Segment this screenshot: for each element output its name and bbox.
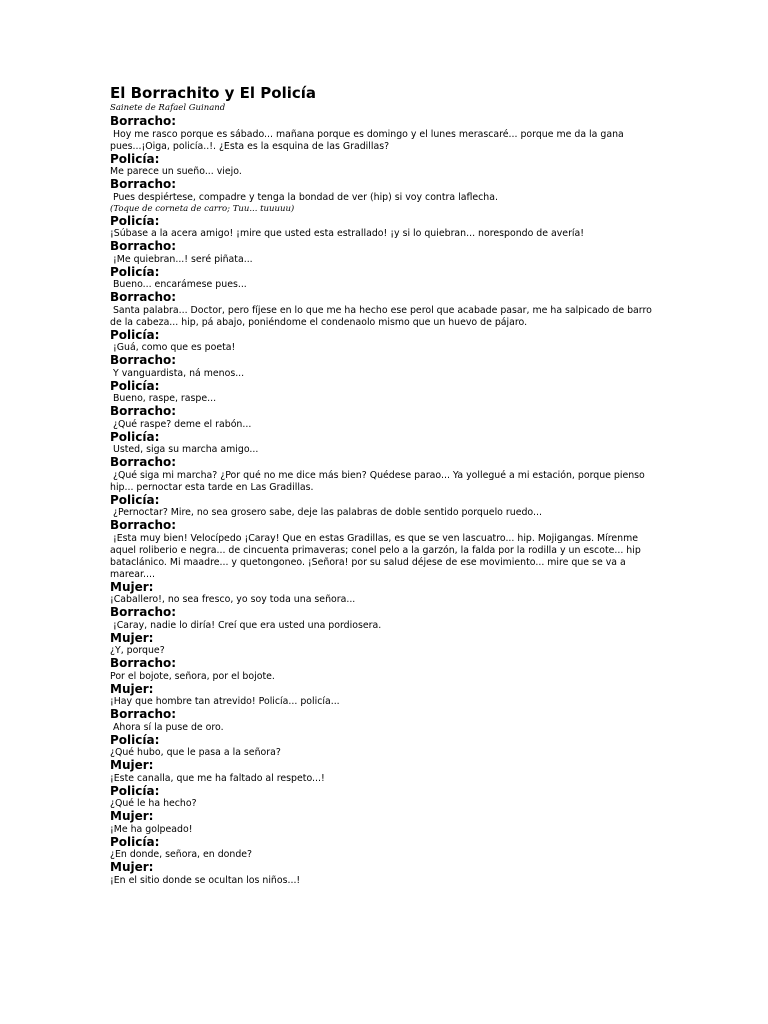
speaker-label: Policía: xyxy=(110,213,160,228)
speaker-label: Borracho: xyxy=(110,455,177,469)
dialogue-line: ¡En el sitio donde se ocultan los niños...! xyxy=(110,874,301,886)
dialogue-line: Por el bojote, señora, por el bojote. xyxy=(110,670,275,682)
dialogue-line: ¡Caballero!, no sea fresco, yo soy toda una señora... xyxy=(110,594,356,605)
speaker-label: Borracho: xyxy=(110,353,177,367)
speaker-label: Policía: xyxy=(110,378,160,393)
document-page xyxy=(110,84,658,887)
speaker-label: Borracho: xyxy=(110,605,177,619)
dialogue-line: Hoy me rasco porque es sábado... mañana porque es domingo y el lunes merascaré... porque me da la gana pues...¡Oiga, policía..!. ¿Esta es la esquina de las Gradillas? xyxy=(110,128,627,152)
dialogue-line: ¿Pernoctar? Mire, no sea grosero sabe, deje las palabras de doble sentido porquelo ruedo... xyxy=(110,507,542,518)
dialogue-line: Me parece un sueño... viejo. xyxy=(110,166,242,177)
dialogue-line: Pues despiértese, compadre y tenga la bondad de ver (hip) si voy contra laflecha. xyxy=(110,191,498,203)
speaker-label: Borracho: xyxy=(110,656,177,670)
speaker-label: Mujer: xyxy=(110,630,154,645)
speaker-label: Borracho: xyxy=(110,290,177,304)
speaker-label: Borracho: xyxy=(110,518,177,532)
dialogue-line: ¿En donde, señora, en donde? xyxy=(110,849,253,860)
speaker-label: Mujer: xyxy=(110,860,154,874)
speaker-label: Borracho: xyxy=(110,177,177,191)
dialogue-line: ¡Hay que hombre tan atrevido! Policía... policía... xyxy=(110,696,340,707)
speaker-label: Policía: xyxy=(110,783,160,798)
speaker-label: Mujer: xyxy=(110,809,154,823)
dialogue-line: ¡Súbase a la acera amigo! ¡mire que usted esta estrallado! ¡y si lo quiebran... norespondo de avería! xyxy=(110,228,585,239)
dialogue-line: Bueno... encarámese pues... xyxy=(110,279,247,290)
speaker-label: Policía: xyxy=(110,834,160,849)
speaker-label: Policía: xyxy=(110,429,160,444)
speaker-label: Mujer: xyxy=(110,681,154,696)
dialogue-line: ¡Esta muy bien! Velocípedo ¡Caray! Que en estas Gradillas, es que se ven lascuatro... hip. Mojigangas. Mírenme aquel roliberio e negra... de cincuenta primaveras; conel pelo a la garzón, la falda por la rodilla y un escote... hip bataclánico. Mi maadre... y quetongoneo. ¡Señora! por su salud déjese de ese movimiento... mire que se va a marear.... xyxy=(110,532,644,580)
speaker-label: Policía: xyxy=(110,492,160,507)
speaker-label: Mujer: xyxy=(110,579,154,594)
speaker-label: Mujer: xyxy=(110,758,154,772)
dialogue-line: ¿Qué hubo, que le pasa a la señora? xyxy=(110,747,281,758)
dialogue-line: ¿Qué raspe? deme el rabón... xyxy=(110,418,252,430)
dialogue-line: ¡Este canalla, que me ha faltado al respeto...! xyxy=(110,772,325,784)
speaker-label: Policía: xyxy=(110,732,160,747)
dialogue-list xyxy=(110,115,658,887)
dialogue-line: ¿Qué siga mi marcha? ¿Por qué no me dice más bien? Quédese parao... Ya yollegué a mi estación, porque pienso hip... pernoctar esta tarde en Las Gradillas. xyxy=(110,469,648,493)
document-subtitle: Sainete de Rafael Guinand xyxy=(110,103,226,113)
dialogue-line: Usted, siga su marcha amigo... xyxy=(110,444,259,455)
dialogue-line: Santa palabra... Doctor, pero fíjese en lo que me ha hecho ese perol que acabade pasar, me ha salpicado de barro de la cabeza... hip, pá abajo, poniéndome el condenaolo mismo que un huevo de pájaro. xyxy=(110,304,655,328)
dialogue-line: Ahora sí la puse de oro. xyxy=(110,721,224,733)
dialogue-line: ¿Qué le ha hecho? xyxy=(110,798,197,809)
speaker-label: Borracho: xyxy=(110,707,177,721)
dialogue-line: Y vanguardista, ná menos... xyxy=(110,367,245,379)
dialogue-line: ¿Y, porque? xyxy=(110,645,165,656)
dialogue-line: ¡Me quiebran...! seré piñata... xyxy=(110,253,253,265)
stage-direction: (Toque de corneta de carro; Tuu... tuuuuu) xyxy=(110,203,295,214)
dialogue-line: ¡Caray, nadie lo diría! Creí que era usted una pordiosera. xyxy=(110,619,382,631)
speaker-label: Borracho: xyxy=(110,114,177,128)
dialogue-line: ¡Me ha golpeado! xyxy=(110,823,193,835)
speaker-label: Borracho: xyxy=(110,239,177,253)
speaker-label: Policía: xyxy=(110,327,160,342)
speaker-label: Policía: xyxy=(110,264,160,279)
dialogue-line: ¡Guá, como que es poeta! xyxy=(110,342,236,353)
dialogue-line: Bueno, raspe, raspe... xyxy=(110,393,217,404)
speaker-label: Policía: xyxy=(110,151,160,166)
document-title: El Borrachito y El Policía xyxy=(110,84,317,102)
speaker-label: Borracho: xyxy=(110,404,177,418)
